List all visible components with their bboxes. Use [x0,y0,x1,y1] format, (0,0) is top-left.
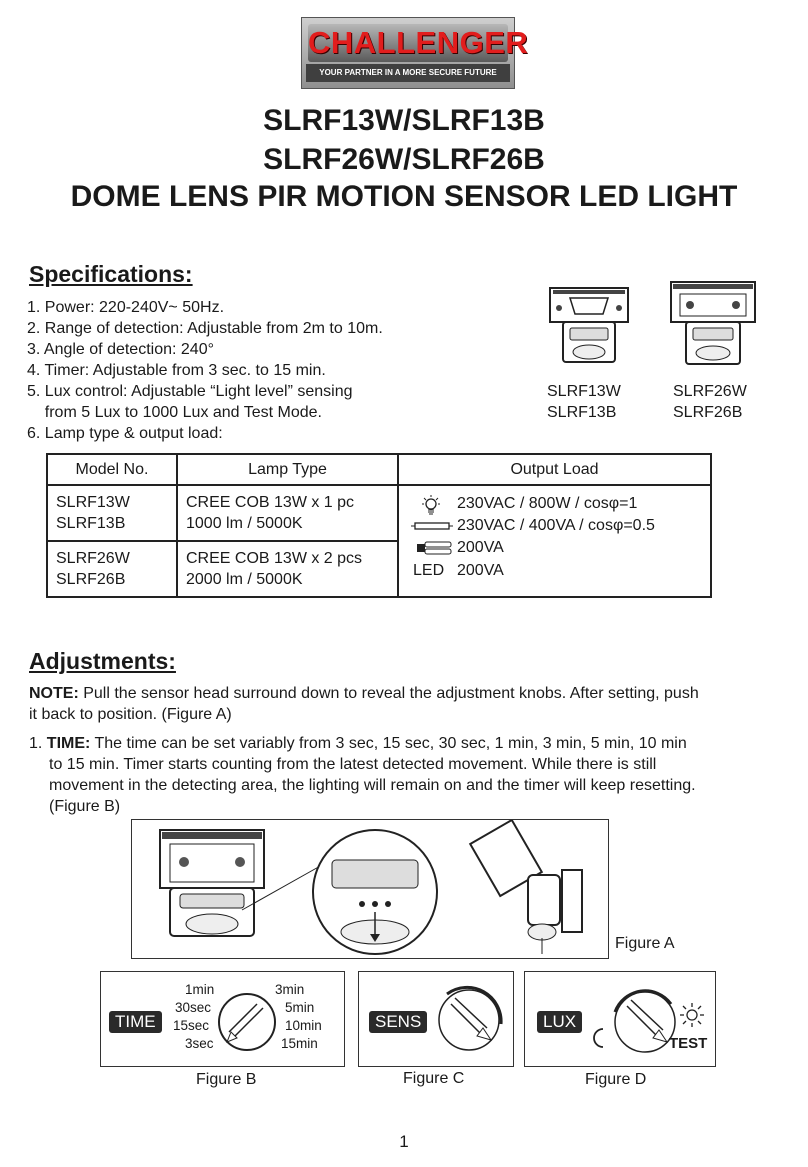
table-header: Lamp Type [177,454,398,485]
load-value: 230VAC / 800W / cosφ=1 [457,495,638,512]
specifications-list [27,297,383,444]
spec-item: 3. Angle of detection: 240° [27,341,214,358]
lux-pill: LUX [537,1011,582,1033]
time-pill: TIME [109,1011,162,1033]
time-knob-icon [215,990,279,1054]
led-label: LED [413,562,445,579]
model-name: SLRF13B [56,515,126,532]
brand-logo [301,17,529,89]
time-mark: 5min [285,1000,315,1015]
test-label: TEST [669,1035,708,1052]
moon-icon [591,1027,609,1049]
lamp-output: 1000 lm / 5000K [186,515,303,532]
note-label: NOTE: [29,685,79,702]
table-header-row [47,454,711,485]
specifications-heading: Specifications: [29,261,193,287]
time-text: The time can be set variably from 3 sec, 15 sec, 30 sec, 1 min, 3 min, 5 min, 10 min [90,735,687,752]
figure-c-caption: Figure C [403,1070,465,1087]
figure-a-illustration [131,819,609,959]
lamp-type: CREE COB 13W x 2 pcs [186,550,363,567]
adjustments-heading: Adjustments: [29,648,176,674]
product-model: SLRF13B [547,404,617,421]
spec-item: from 5 Lux to 1000 Lux and Test Mode. [27,404,322,421]
load-value: 200VA [457,539,504,556]
model-name: SLRF26W [56,550,130,567]
output-load-cell [398,485,711,597]
logo-tagline: YOUR PARTNER IN A MORE SECURE FUTURE [306,64,510,82]
table-row [47,485,711,541]
figure-d-caption: Figure D [585,1071,647,1088]
incandescent-bulb-icon [419,494,443,516]
model-cell [47,485,177,541]
time-mark: 15sec [173,1018,210,1033]
note-text: Pull the sensor head surround down to reveal the adjustment knobs. After setting, push [78,685,699,702]
time-mark: 30sec [175,1000,212,1015]
figure-d-lux-dial [524,971,716,1067]
figure-a-caption: Figure A [615,935,675,952]
time-text: movement in the detecting area, the lighting will remain on and the timer will keep resetting. [49,777,696,794]
sens-knob-icon [433,984,505,1056]
spec-item: 6. Lamp type & output load: [27,425,223,442]
logo-brand-name: CHALLENGER [308,25,529,60]
time-mark: 1min [185,982,215,997]
output-load-table [46,453,712,598]
cfl-lamp-icon [417,541,453,555]
figure-c-sens-dial [358,971,514,1067]
product-model: SLRF26B [673,404,743,421]
title-line-1: SLRF13W/SLRF13B [263,104,545,137]
fluorescent-tube-icon [411,520,453,532]
sens-pill: SENS [369,1011,427,1033]
lamp-cell [177,485,398,541]
title-line-3: DOME LENS PIR MOTION SENSOR LED LIGHT [70,180,738,213]
time-mark: 3min [275,982,305,997]
lamp-type: CREE COB 13W x 1 pc [186,494,355,511]
note-paragraph [29,683,789,725]
model-name: SLRF13W [56,494,130,511]
product-model: SLRF26W [673,383,747,400]
spec-item: 2. Range of detection: Adjustable from 2m to 10m. [27,320,383,337]
lamp-cell [177,541,398,597]
time-label: TIME: [46,735,91,752]
item-number: 1. [29,735,43,752]
product-label-slrf13 [547,381,621,423]
page-number: 1 [399,1132,409,1151]
time-mark: 3sec [185,1036,214,1051]
spec-item: 1. Power: 220-240V~ 50Hz. [27,299,225,316]
product-model: SLRF13W [547,383,621,400]
product-image-slrf26 [668,278,758,370]
table-header: Output Load [398,454,711,485]
lamp-output: 2000 lm / 5000K [186,571,303,588]
table-header: Model No. [47,454,177,485]
time-mark: 10min [285,1018,322,1033]
time-mark: 15min [281,1036,318,1051]
model-name: SLRF26B [56,571,126,588]
model-cell [47,541,177,597]
title-line-2: SLRF26W/SLRF26B [263,143,545,176]
figure-b-time-dial [100,971,345,1067]
time-paragraph [29,733,789,817]
time-text: to 15 min. Timer starts counting from the latest detected movement. While there is still [49,756,657,773]
load-value: 230VAC / 400VA / cosφ=0.5 [457,517,655,534]
product-image-slrf13 [545,280,635,370]
load-value: 200VA [457,562,504,579]
time-text: (Figure B) [49,798,121,815]
product-label-slrf26 [673,381,747,423]
spec-item: 5. Lux control: Adjustable “Light level” sensing [27,383,353,400]
sun-icon [679,1002,705,1028]
note-text: it back to position. (Figure A) [29,706,232,723]
figure-b-caption: Figure B [196,1071,257,1088]
spec-item: 4. Timer: Adjustable from 3 sec. to 15 min. [27,362,326,379]
